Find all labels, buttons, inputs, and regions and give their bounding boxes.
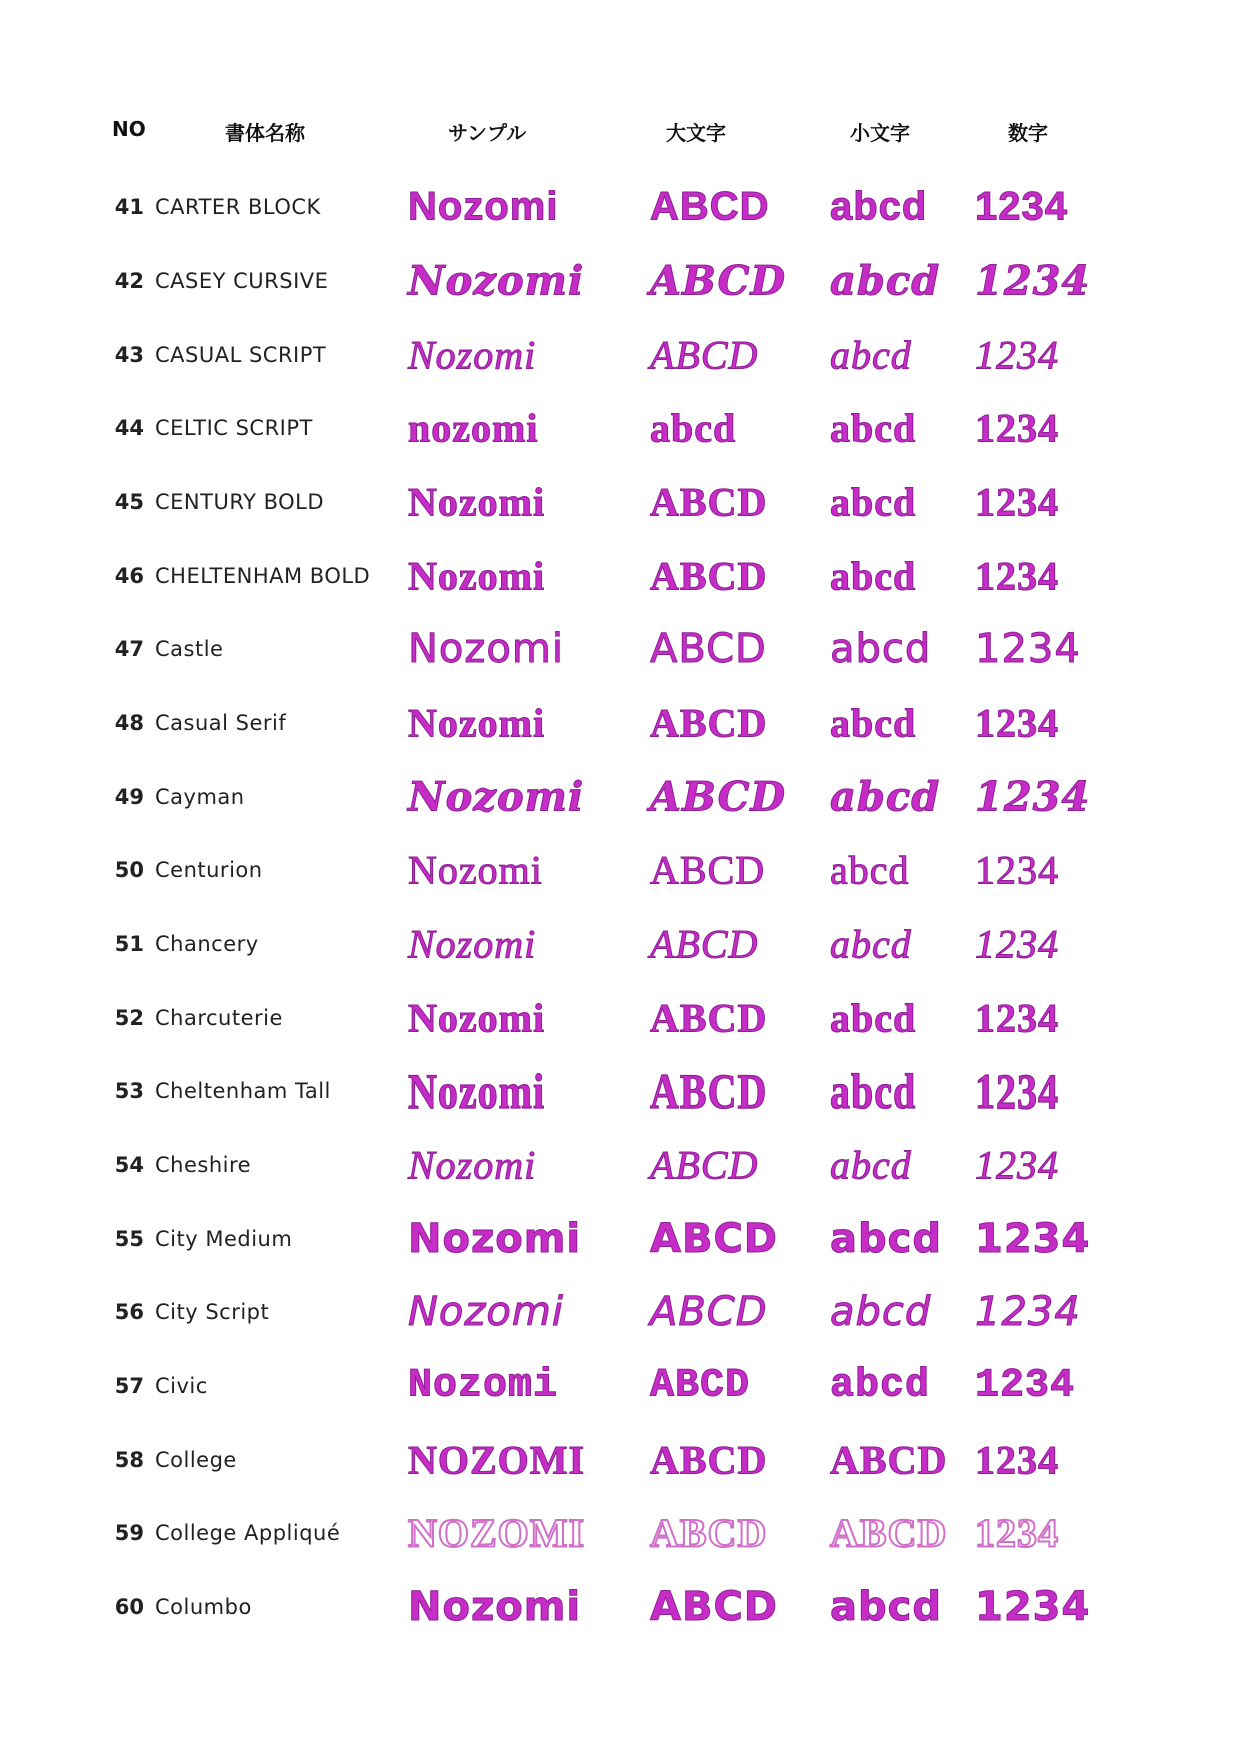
lowercase-sample: abcd: [830, 700, 917, 746]
lowercase-sample: abcd: [830, 1584, 942, 1630]
row-number: 52: [114, 1006, 144, 1030]
number-sample: 1234: [975, 1437, 1059, 1483]
sample-text: nozomi: [408, 405, 539, 451]
header-no: NO: [112, 117, 146, 141]
row-number: 43: [114, 343, 144, 367]
lowercase-sample: abcd: [830, 626, 932, 672]
lowercase-sample: abcd: [830, 1363, 931, 1409]
table-row: [0, 1500, 1241, 1566]
font-name: Columbo: [155, 1595, 252, 1619]
lowercase-sample: abcd: [830, 995, 917, 1041]
row-number: 50: [114, 858, 144, 882]
table-row: [0, 1279, 1241, 1345]
number-sample: 1234: [975, 1216, 1091, 1262]
table-row: [0, 1353, 1241, 1419]
lowercase-sample: abcd: [830, 479, 917, 525]
sample-text: Nozomi: [408, 332, 537, 378]
table-row: [0, 543, 1241, 609]
number-sample: 1234: [975, 1062, 1059, 1120]
font-name: Charcuterie: [155, 1006, 283, 1030]
uppercase-sample: ABCD: [650, 773, 787, 821]
font-name: Centurion: [155, 858, 263, 882]
row-number: 57: [114, 1374, 144, 1398]
font-name: Chancery: [155, 932, 259, 956]
uppercase-sample: ABCD: [650, 700, 768, 746]
lowercase-sample: abcd: [830, 553, 917, 599]
table-row: [0, 837, 1241, 903]
table-row: [0, 1206, 1241, 1272]
uppercase-sample: ABCD: [650, 626, 767, 672]
row-number: 60: [114, 1595, 144, 1619]
lowercase-sample: ABCD: [830, 1510, 948, 1556]
font-name: College Appliqué: [155, 1521, 341, 1545]
lowercase-sample: abcd: [830, 1142, 912, 1188]
table-row: [0, 690, 1241, 756]
lowercase-sample: abcd: [830, 921, 912, 967]
table-row: [0, 1574, 1241, 1640]
uppercase-sample: ABCD: [650, 1363, 751, 1409]
header-font-name: 書体名称: [225, 121, 305, 145]
font-name: College: [155, 1448, 237, 1472]
uppercase-sample: abcd: [650, 405, 737, 451]
uppercase-sample: ABCD: [650, 1289, 768, 1335]
number-sample: 1234: [975, 773, 1091, 821]
row-number: 44: [114, 416, 144, 440]
table-row: [0, 322, 1241, 388]
font-name: City Script: [155, 1300, 270, 1324]
row-number: 45: [114, 490, 144, 514]
font-name: Cheshire: [155, 1153, 252, 1177]
sample-text: Nozomi: [408, 553, 546, 599]
table-row: [0, 248, 1241, 314]
row-number: 56: [114, 1300, 144, 1324]
sample-text: Nozomi: [408, 700, 546, 746]
uppercase-sample: ABCD: [650, 257, 787, 305]
number-sample: 1234: [975, 1289, 1081, 1335]
number-sample: 1234: [975, 995, 1059, 1041]
lowercase-sample: abcd: [830, 1062, 917, 1120]
font-name: Cheltenham Tall: [155, 1079, 331, 1103]
sample-text: Nozomi: [408, 921, 537, 967]
uppercase-sample: ABCD: [650, 921, 759, 967]
font-name: CARTER BLOCK: [155, 195, 321, 219]
uppercase-sample: ABCD: [650, 847, 766, 893]
sample-text: Nozomi: [408, 1216, 582, 1262]
sample-text: Nozomi: [408, 995, 546, 1041]
lowercase-sample: abcd: [830, 184, 928, 229]
sample-text: Nozomi: [408, 847, 543, 893]
number-sample: 1234: [975, 626, 1081, 672]
font-name: Castle: [155, 637, 224, 661]
table-row: [0, 174, 1241, 240]
lowercase-sample: abcd: [830, 257, 941, 305]
lowercase-sample: abcd: [830, 773, 941, 821]
table-row: [0, 395, 1241, 461]
lowercase-sample: abcd: [830, 847, 910, 893]
number-sample: 1234: [975, 1142, 1059, 1188]
number-sample: 1234: [975, 479, 1059, 525]
uppercase-sample: ABCD: [650, 1062, 768, 1120]
sample-text: Nozomi: [408, 479, 546, 525]
sample-text: Nozomi: [408, 626, 564, 672]
font-name: CHELTENHAM BOLD: [155, 564, 371, 588]
number-sample: 1234: [975, 184, 1068, 229]
table-row: [0, 616, 1241, 682]
header-lowercase: 小文字: [850, 121, 910, 145]
font-name: CENTURY BOLD: [155, 490, 325, 514]
row-number: 53: [114, 1079, 144, 1103]
uppercase-sample: ABCD: [650, 1216, 779, 1262]
table-row: [0, 911, 1241, 977]
font-name: City Medium: [155, 1227, 293, 1251]
font-name: Civic: [155, 1374, 208, 1398]
row-number: 48: [114, 711, 144, 735]
uppercase-sample: ABCD: [650, 184, 770, 229]
table-row: [0, 1132, 1241, 1198]
table-row: [0, 985, 1241, 1051]
row-number: 58: [114, 1448, 144, 1472]
uppercase-sample: ABCD: [650, 1510, 768, 1556]
font-name: Casual Serif: [155, 711, 287, 735]
lowercase-sample: abcd: [830, 332, 912, 378]
lowercase-sample: ABCD: [830, 1437, 948, 1483]
row-number: 47: [114, 637, 144, 661]
number-sample: 1234: [975, 332, 1059, 378]
row-number: 42: [114, 269, 144, 293]
uppercase-sample: ABCD: [650, 553, 768, 599]
lowercase-sample: abcd: [830, 405, 917, 451]
number-sample: 1234: [975, 1510, 1059, 1556]
number-sample: 1234: [975, 700, 1059, 746]
font-name: CASUAL SCRIPT: [155, 343, 327, 367]
sample-text: Nozomi: [408, 184, 559, 229]
row-number: 46: [114, 564, 144, 588]
sample-text: Nozomi: [408, 1062, 546, 1120]
uppercase-sample: ABCD: [650, 995, 768, 1041]
table-row: [0, 1427, 1241, 1493]
sample-text: Nozomi: [408, 257, 585, 305]
font-name: Cayman: [155, 785, 245, 809]
sample-text: Nozomi: [408, 1142, 537, 1188]
header-uppercase: 大文字: [666, 121, 726, 145]
row-number: 41: [114, 195, 144, 219]
number-sample: 1234: [975, 921, 1059, 967]
lowercase-sample: abcd: [830, 1289, 932, 1335]
number-sample: 1234: [975, 405, 1059, 451]
sample-text: NOZOMI: [408, 1510, 586, 1556]
table-row: [0, 469, 1241, 535]
row-number: 54: [114, 1153, 144, 1177]
number-sample: 1234: [975, 1584, 1091, 1630]
sample-text: Nozomi: [408, 1584, 582, 1630]
font-name: CASEY CURSIVE: [155, 269, 329, 293]
number-sample: 1234: [975, 847, 1059, 893]
uppercase-sample: ABCD: [650, 479, 768, 525]
row-number: 49: [114, 785, 144, 809]
header-sample: サンプル: [448, 121, 527, 145]
uppercase-sample: ABCD: [650, 1142, 759, 1188]
number-sample: 1234: [975, 553, 1059, 599]
row-number: 59: [114, 1521, 144, 1545]
table-row: [0, 1058, 1241, 1124]
sample-text: NOZOMI: [408, 1437, 586, 1483]
uppercase-sample: ABCD: [650, 332, 759, 378]
uppercase-sample: ABCD: [650, 1437, 768, 1483]
number-sample: 1234: [975, 1363, 1076, 1409]
number-sample: 1234: [975, 257, 1091, 305]
row-number: 51: [114, 932, 144, 956]
header-numbers: 数字: [1008, 121, 1048, 145]
row-number: 55: [114, 1227, 144, 1251]
sample-text: Nozomi: [408, 773, 585, 821]
lowercase-sample: abcd: [830, 1216, 942, 1262]
sample-text: Nozomi: [408, 1363, 559, 1409]
uppercase-sample: ABCD: [650, 1584, 779, 1630]
table-row: [0, 764, 1241, 830]
font-name: CELTIC SCRIPT: [155, 416, 313, 440]
sample-text: Nozomi: [408, 1289, 564, 1335]
